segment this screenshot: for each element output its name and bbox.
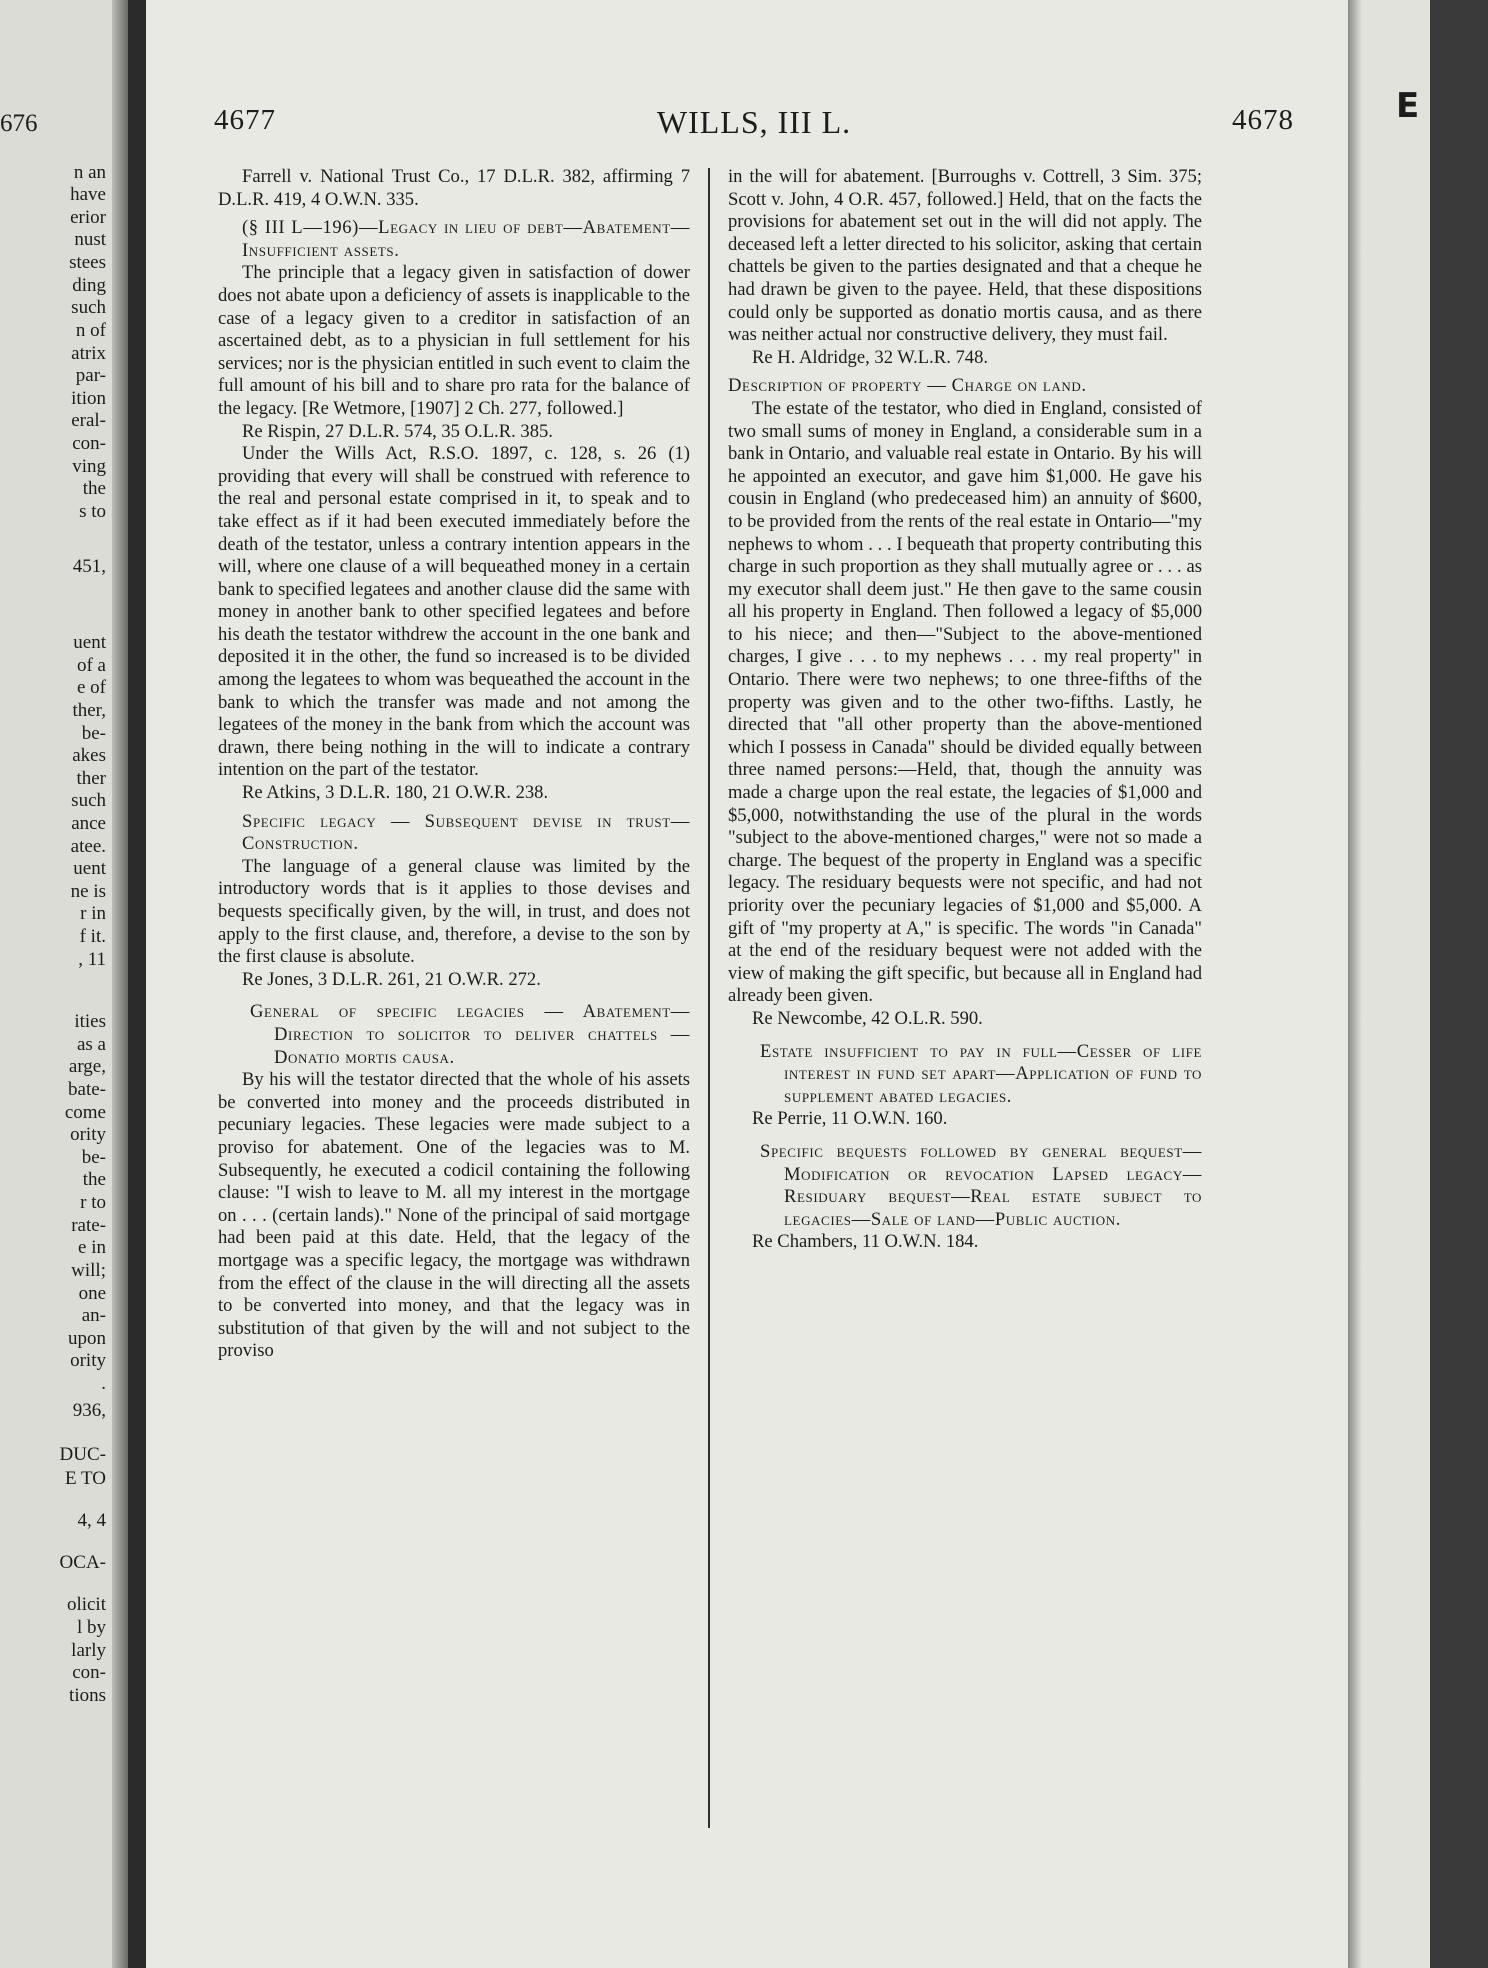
paragraph: The language of a general clause was limited by the introductory words that is it applies to those devises and bequests specifically given, by the will, in trust, and does not apply to the first clause, and, therefore, a devise to the son by the first clause is absolute. <box>218 855 690 968</box>
previous-page-fragment-line: uent <box>73 632 106 653</box>
previous-page-fragment-line: akes <box>72 745 106 766</box>
section-heading: Specific bequests followed by general bequest—Modification or revocation Lapsed legacy—Residuary bequest—Real estate subject to legacies—Sale of land—Public auction. <box>760 1140 1202 1230</box>
paragraph: Under the Wills Act, R.S.O. 1897, c. 128, s. 26 (1) providing that every will shall be construed with reference to the real and personal estate comprised in it, to speak and to take effect as if it had been executed immediately before the death of the testator, unless a contrary intention appears in the will, where one clause of a will bequeathed money in a certain bank to specified legatees and another clause did the same with money in another bank to other specified legatees and before his death the testator withdrew the account in the one bank and deposited it in the other, the fund so increased is to be divided among the legatees to whom was bequeathed the account in the bank to which the transfer was made and not among the legatees of the money in the bank from which the account was drawn, there being nothing in the will to indicate a contrary intention on the part of the testator. <box>218 443 690 781</box>
previous-page-fragment-line: larly <box>71 1640 106 1661</box>
right-page-number: 4678 <box>1232 104 1294 136</box>
previous-page-fragment-line: ther, <box>72 700 106 721</box>
previous-page-fragment-line: one <box>78 1283 106 1304</box>
section-heading: Estate insufficient to pay in full—Cesser of life interest in fund set apart—Application of fund to supplement abated legacies. <box>760 1040 1202 1107</box>
previous-page-fragment-line: atee. <box>70 836 106 857</box>
book-page <box>146 0 1348 1968</box>
section-heading: Description of property — Charge on land. <box>728 375 1087 397</box>
previous-page-fragment-line: arge, <box>68 1056 106 1077</box>
previous-page-fragment-line: con- <box>72 433 106 454</box>
previous-page-fragment-line: upon <box>68 1328 106 1349</box>
previous-page-fragment <box>0 0 128 1968</box>
running-title: WILLS, III L. <box>656 104 852 140</box>
previous-page-number: 676 <box>0 110 38 137</box>
previous-page-fragment-line: be- <box>81 723 106 744</box>
previous-page-fragment-line: atrix <box>71 343 106 364</box>
previous-page-fragment-line: 451, <box>72 556 106 577</box>
previous-page-fragment-line: will; <box>71 1260 106 1281</box>
previous-page-fragment-line: n of <box>75 320 106 341</box>
previous-page-fragment-line: . <box>101 1373 106 1394</box>
previous-page-fragment-line: par- <box>75 365 106 386</box>
case-citation: Re Perrie, 11 O.W.N. 160. <box>752 1108 948 1130</box>
previous-page-fragment-line: ne is <box>70 881 106 902</box>
case-citation: Farrell v. National Trust Co., 17 D.L.R. 382, affirming 7 D.L.R. 419, 4 O.W.N. 335. <box>218 166 690 210</box>
previous-page-fragment-line: ding <box>72 275 106 296</box>
previous-page-fragment-line: erior <box>70 207 106 228</box>
running-header <box>214 104 1294 144</box>
previous-page-fragment-line: come <box>64 1102 106 1123</box>
previous-page-fragment-line: an- <box>81 1305 106 1326</box>
previous-page-fragment-line: ities <box>74 1011 106 1032</box>
previous-page-fragment-line: as a <box>76 1034 106 1055</box>
case-citation: Re Chambers, 11 O.W.N. 184. <box>752 1231 979 1253</box>
left-page-number: 4677 <box>214 104 276 136</box>
left-column <box>218 166 690 1363</box>
previous-page-fragment-line: e in <box>78 1237 106 1258</box>
previous-page-fragment-line: l by <box>76 1617 106 1638</box>
previous-page-fragment-line: 4, 4 <box>77 1510 106 1531</box>
previous-page-fragment-line: such <box>71 297 106 318</box>
previous-page-fragment-line: OCA- <box>59 1552 106 1573</box>
section-heading: General of specific legacies — Abatement—Direction to solicitor to deliver chattels — Donatio mortis causa. <box>250 1001 690 1068</box>
paragraph: in the will for abatement. [Burroughs v. Cottrell, 3 Sim. 375; Scott v. John, 4 O.R. 457, followed.] Held, that on the facts the provisions for abatement set out in the will did not apply. The deceased left a letter directed to his solicitor, asking that certain chattels be given to the parties designated and that a cheque he had drawn be given to the payee. Held, that these dispositions could only be supported as donatio mortis causa, and as there was neither actual nor constructive delivery, they must fail. <box>728 166 1202 346</box>
previous-page-fragment-line: of a <box>76 655 106 676</box>
previous-page-fragment-line: ance <box>71 813 106 834</box>
previous-page-fragment-line: con- <box>72 1662 106 1683</box>
book-binding <box>1430 0 1488 1968</box>
previous-page-fragment-line: tions <box>69 1685 106 1706</box>
previous-page-fragment-line: DUC- <box>59 1444 106 1465</box>
case-citation: Re Atkins, 3 D.L.R. 180, 21 O.W.R. 238. <box>242 782 549 804</box>
right-column <box>728 166 1202 1254</box>
previous-page-fragment-line: 936, <box>72 1400 106 1421</box>
previous-page-fragment-line: , 11 <box>78 949 106 970</box>
previous-page-fragment-line: the <box>82 478 106 499</box>
previous-page-fragment-line: eral- <box>71 410 106 431</box>
case-citation: Re Jones, 3 D.L.R. 261, 21 O.W.R. 272. <box>242 968 541 990</box>
paragraph: The estate of the testator, who died in England, consisted of two small sums of money in England, a considerable sum in a bank in Ontario, and valuable real estate in Ontario. By his will he appointed an executor, and gave him $1,000. He gave his cousin in England (who predeceased him) an annuity of $600, to be provided from the rents of the real estate in Ontario—"my nephews to whom . . . I bequeath that property contributing this charge in such proportion as they shall mutually agree or . . . as my executor shall deem just." He then gave to the same cousin all his property in England. Then followed a legacy of $5,000 to his niece; and then—"Subject to the above-mentioned charges, I give . . . to my nephews . . . my real property" in Ontario. There were two nephews; to one three-fifths of the property was given and to the other two-fifths. Lastly, he directed that "all other property than the above-mentioned which I possess in Canada" should be divided equally between three named persons:—Held, that, though the annuity was made a charge upon the real estate, the legacies of $1,000 and $5,000, notwithstanding the use of the plural in the words "subject to the above-mentioned charges," were not so made a charge. The bequest of the property in England was a specific legacy. The residuary bequests were not specific, and had not priority over the pecuniary legacies of $1,000 and $5,000. A gift of "my property at A," is specific. The words "in Canada" at the end of the residuary bequest were not added with the view of making the gift specific, but because all in England had already been given. <box>728 397 1202 1007</box>
previous-page-fragment-line: r to <box>80 1192 106 1213</box>
previous-page-fragment-line: bate- <box>68 1079 106 1100</box>
case-citation: Re Rispin, 27 D.L.R. 574, 35 O.L.R. 385. <box>242 420 553 442</box>
case-citation: Re Newcombe, 42 O.L.R. 590. <box>752 1007 983 1029</box>
previous-page-fragment-line: be- <box>81 1147 106 1168</box>
previous-page-fragment-line: e of <box>76 677 106 698</box>
previous-page-fragment-line: s to <box>79 501 106 522</box>
page-gutter <box>112 0 128 1968</box>
previous-page-fragment-line: olicit <box>66 1594 106 1615</box>
paragraph: By his will the testator directed that the whole of his assets be converted into money and the proceeds distributed in pecuniary legacies. These legacies were made subject to a proviso for abatement. One of the legacies was to M. Subsequently, he executed a codicil containing the following clause: "I wish to leave to M. all my interest in the mortgage on . . . (certain lands)." None of the principal of said mortgage had been paid at this date. Held, that the legacy of the mortgage was a specific legacy, the mortgage was withdrawn from the effect of the clause in the will directing all the assets to be converted into money, and that the legacy was in substitution of that given by the will and not subject to the proviso <box>218 1069 690 1362</box>
previous-page-fragment-line: rate- <box>71 1215 106 1236</box>
previous-page-fragment-line: ther <box>76 768 106 789</box>
paragraph: The principle that a legacy given in satisfaction of dower does not abate upon a deficiency of assets is inapplicable to the case of a legacy given to a creditor in satisfaction of an ascertained debt, as to a physician in full settlement for his services; nor is the physician entitled in such event to claim the full amount of his bill and to share pro rata for the balance of the legacy. [Re Wetmore, [1907] 2 Ch. 277, followed.] <box>218 262 690 419</box>
page-shadow <box>1348 0 1362 1968</box>
previous-page-fragment-line: n an <box>73 162 106 183</box>
edge-letter: E <box>1396 86 1420 126</box>
previous-page-fragment-line: ving <box>72 456 106 477</box>
previous-page-fragment-line: f it. <box>79 926 106 947</box>
previous-page-fragment-line: nust <box>74 229 106 250</box>
section-heading: (§ III L—196)—Legacy in lieu of debt—Abatement—Insufficient assets. <box>242 217 690 261</box>
previous-page-fragment-line: stees <box>69 252 106 273</box>
section-heading: Specific legacy — Subsequent devise in trust—Construction. <box>242 810 690 855</box>
case-citation: Re H. Aldridge, 32 W.L.R. 748. <box>752 346 989 368</box>
previous-page-fragment-line: E TO <box>65 1468 106 1489</box>
previous-page-fragment-line: ority <box>70 1124 106 1145</box>
previous-page-fragment-line: have <box>70 184 106 205</box>
previous-page-fragment-line: ority <box>70 1350 106 1371</box>
previous-page-fragment-line: such <box>71 790 106 811</box>
previous-page-fragment-line: r in <box>80 903 106 924</box>
previous-page-fragment-line: ition <box>71 388 106 409</box>
column-divider <box>708 168 710 1828</box>
previous-page-fragment-line: uent <box>73 858 106 879</box>
next-page-edge <box>1348 0 1488 1968</box>
previous-page-fragment-line: the <box>82 1169 106 1190</box>
